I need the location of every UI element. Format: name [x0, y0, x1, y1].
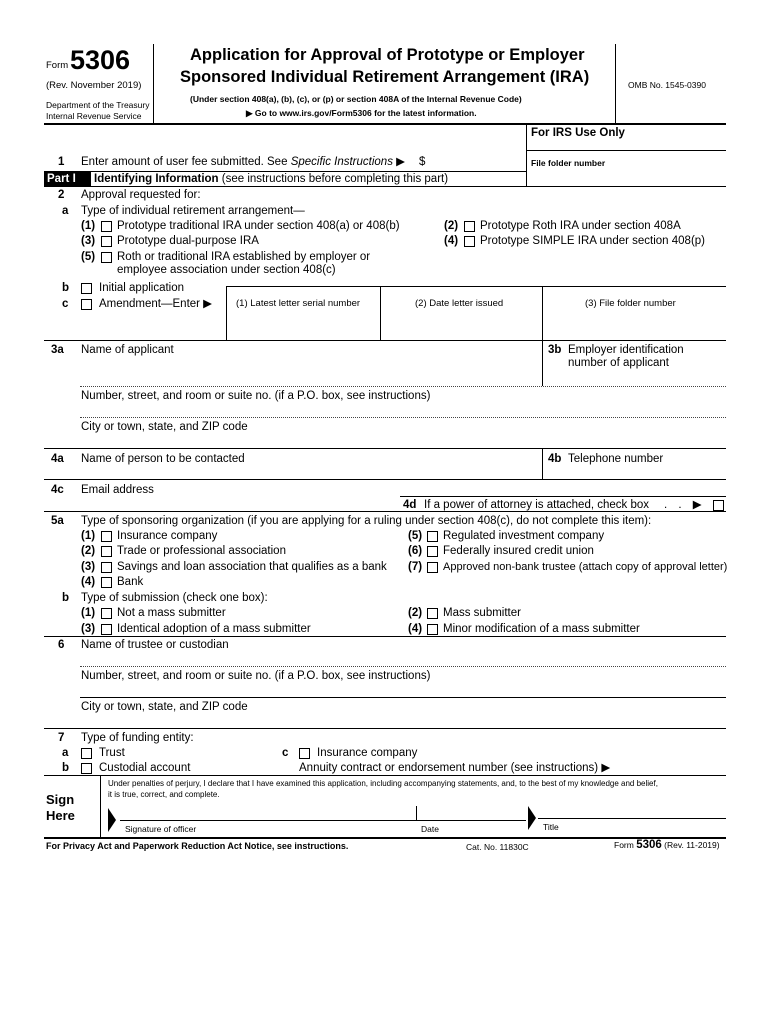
title-field[interactable]	[540, 804, 724, 818]
line-7-top-rule	[44, 728, 726, 729]
date-label: Date	[421, 824, 439, 834]
opt-2a4-num: (4)	[444, 235, 459, 247]
line-2-label: Approval requested for:	[81, 189, 201, 201]
checkbox-non-bank-trustee[interactable]	[427, 562, 438, 573]
checkbox-credit-union[interactable]	[427, 546, 438, 557]
line-1-number: 1	[58, 156, 65, 168]
opt-5a4-label: Bank	[117, 576, 144, 588]
opt-5b4-num: (4)	[408, 623, 423, 635]
here-label: Here	[46, 808, 75, 823]
opt-5b1-label: Not a mass submitter	[117, 607, 226, 619]
form-revision: (Rev. November 2019)	[46, 80, 142, 91]
opt-5a4-num: (4)	[81, 576, 96, 588]
amendment-top-rule	[226, 286, 726, 287]
amendment-col-divider-0	[226, 286, 227, 340]
opt-5a2-num: (2)	[81, 545, 96, 557]
rule-6-street-top	[80, 666, 726, 667]
checkbox-simple-ira[interactable]	[464, 236, 475, 247]
footer-top-rule	[44, 837, 726, 839]
date-rule	[416, 820, 526, 821]
checkbox-identical-adoption[interactable]	[101, 624, 112, 635]
title-label: Title	[543, 822, 559, 832]
opt-5a2-label: Trade or professional association	[117, 545, 286, 557]
checkbox-employer-ira[interactable]	[101, 252, 112, 263]
line-7b-label: Custodial account	[99, 762, 191, 774]
signature-rule	[120, 820, 416, 821]
form-word: Form	[46, 60, 69, 71]
date-divider	[416, 806, 417, 820]
header-bottom-rule	[44, 123, 726, 125]
checkbox-not-mass-submitter[interactable]	[101, 608, 112, 619]
line-3-city-label: City or town, state, and ZIP code	[81, 421, 248, 433]
line-3-top-rule	[44, 340, 726, 341]
opt-2a2-num: (2)	[444, 220, 459, 232]
line-2c-label: Amendment—Enter ▶	[99, 298, 213, 310]
checkbox-trust[interactable]	[81, 748, 92, 759]
irs-use-divider	[526, 124, 527, 186]
line-3b-number: 3b	[548, 344, 562, 356]
line-6-number: 6	[58, 639, 65, 651]
opt-5a7-label: Approved non-bank trustee (attach copy of approval letter)	[443, 561, 728, 573]
trustee-name-input[interactable]	[80, 652, 724, 666]
trustee-street-input[interactable]	[80, 684, 724, 698]
line-4-top-rule	[44, 448, 726, 449]
telephone-input[interactable]	[546, 466, 724, 480]
opt-5b3-num: (3)	[81, 623, 96, 635]
line-4c-label: Email address	[81, 484, 154, 496]
line-4c-top-rule	[44, 479, 726, 480]
line-3a-number: 3a	[51, 344, 64, 356]
applicant-city-input[interactable]	[80, 434, 724, 448]
opt-5a1-label: Insurance company	[117, 530, 218, 542]
line-3b-label-2: number of applicant	[568, 357, 670, 369]
opt-5b1-num: (1)	[81, 607, 96, 619]
title-rule	[538, 818, 726, 819]
line-6-city-label: City or town, state, and ZIP code	[81, 701, 248, 713]
line-3a-label: Name of applicant	[81, 344, 174, 356]
header-divider-right	[615, 44, 616, 124]
line-4b-number: 4b	[548, 453, 562, 465]
form-title-line1: Application for Approval of Prototype or Employer	[190, 46, 585, 64]
checkbox-initial-application[interactable]	[81, 283, 92, 294]
opt-2a5-label: Roth or traditional IRA established by employer or	[117, 251, 371, 263]
checkbox-trade-association[interactable]	[101, 546, 112, 557]
contact-name-input[interactable]	[80, 466, 540, 480]
line-2c-letter: c	[62, 298, 69, 310]
line-5b-label: Type of submission (check one box):	[81, 592, 268, 604]
opt-5a5-label: Regulated investment company	[443, 530, 605, 542]
form-subtitle: (Under section 408(a), (b), (c), or (p) or section 408A of the Internal Revenue Code)	[190, 94, 522, 104]
col-date-issued: (2) Date letter issued	[415, 298, 504, 309]
line-6-label: Name of trustee or custodian	[81, 639, 229, 651]
form-number: 5306	[70, 45, 131, 75]
line-2-number: 2	[58, 189, 65, 201]
line-6-street-label: Number, street, and room or suite no. (if a P.O. box, see instructions)	[81, 670, 431, 682]
line-4b-divider	[542, 448, 543, 480]
file-folder-input[interactable]	[544, 314, 724, 338]
opt-2a4-label: Prototype SIMPLE IRA under section 408(p)	[480, 235, 706, 247]
line-3b-label-1: Employer identification	[568, 344, 684, 356]
sign-divider	[100, 775, 101, 837]
irs-use-rule	[526, 150, 726, 151]
checkbox-custodial-account[interactable]	[81, 763, 92, 774]
line-6-top-rule	[44, 636, 726, 637]
amendment-col-divider-1	[380, 286, 381, 340]
rule-3a-street-top	[80, 386, 726, 387]
line-7-number: 7	[58, 732, 65, 744]
opt-5a3-label: Savings and loan association that qualifies as a bank	[117, 561, 387, 573]
checkbox-minor-modification[interactable]	[427, 624, 438, 635]
line-4a-label: Name of person to be contacted	[81, 453, 245, 465]
line-3-street-label: Number, street, and room or suite no. (if a P.O. box, see instructions)	[81, 390, 431, 402]
checkbox-savings-loan[interactable]	[101, 562, 112, 573]
privacy-notice: For Privacy Act and Paperwork Reduction Act Notice, see instructions.	[46, 841, 349, 851]
part1-divider	[88, 171, 89, 186]
line-7b-letter: b	[62, 762, 70, 774]
header-divider-left	[153, 44, 154, 124]
line-4d-dots: . . ▶	[664, 499, 702, 511]
user-fee-input[interactable]	[430, 154, 522, 168]
opt-2a3-num: (3)	[81, 235, 96, 247]
opt-5a7-num: (7)	[408, 561, 423, 573]
irs-use-label: For IRS Use Only	[531, 127, 625, 139]
line-7a-letter: a	[62, 747, 69, 759]
line-4c-number: 4c	[51, 484, 64, 496]
date-field[interactable]	[418, 806, 518, 820]
line-4d-label: If a power of attorney is attached, check box	[424, 499, 650, 511]
sign-label: Sign	[46, 792, 75, 807]
line-5a-number: 5a	[51, 515, 64, 527]
latest-letter-input[interactable]	[228, 314, 378, 338]
checkbox-bank[interactable]	[101, 577, 112, 588]
checkbox-power-of-attorney[interactable]	[713, 500, 724, 511]
checkbox-insurance-company[interactable]	[101, 531, 112, 542]
signature-label: Signature of officer	[125, 824, 197, 834]
employer-ein-input[interactable]	[546, 370, 724, 386]
sign-top-rule	[44, 775, 726, 776]
footer-form-id: Form 5306 (Rev. 11-2019)	[614, 839, 720, 851]
checkbox-insurance-funding[interactable]	[299, 748, 310, 759]
opt-5a5-num: (5)	[408, 530, 423, 542]
goto-website: ▶ Go to www.irs.gov/Form5306 for the latest information.	[246, 108, 477, 118]
applicant-street-input[interactable]	[80, 404, 724, 418]
opt-2a2-label: Prototype Roth IRA under section 408A	[480, 220, 681, 232]
opt-5b2-num: (2)	[408, 607, 423, 619]
amendment-col-divider-2	[542, 286, 543, 340]
col-file-folder: (3) File folder number	[585, 298, 676, 309]
checkbox-dual-purpose-ira[interactable]	[101, 236, 112, 247]
form-title-line2: Sponsored Individual Retirement Arrangement (IRA)	[180, 68, 590, 86]
dollar-sign: $	[419, 156, 426, 168]
part1-title: Identifying Information (see instructions before completing this part)	[94, 173, 449, 185]
dept-line2: Internal Revenue Service	[46, 111, 142, 121]
applicant-name-input[interactable]	[80, 358, 540, 386]
email-input[interactable]	[160, 483, 720, 497]
catalog-number: Cat. No. 11830C	[466, 842, 529, 852]
opt-2a5-num: (5)	[81, 251, 96, 263]
rule-6-city-top	[80, 697, 726, 698]
checkbox-mass-submitter[interactable]	[427, 608, 438, 619]
dept-line1: Department of the Treasury	[46, 100, 150, 110]
rule-3a-city-top	[80, 417, 726, 418]
opt-5a3-num: (3)	[81, 561, 96, 573]
part1-label: Part I	[44, 172, 91, 186]
checkbox-amendment[interactable]	[81, 299, 92, 310]
line-4a-number: 4a	[51, 453, 64, 465]
line-2a-letter: a	[62, 205, 69, 217]
checkbox-roth-ira[interactable]	[464, 221, 475, 232]
omb-number: OMB No. 1545-0390	[628, 80, 706, 90]
annuity-contract-input[interactable]	[610, 761, 724, 775]
signature-field[interactable]	[124, 802, 414, 820]
perjury-statement-2: it is true, correct, and complete.	[108, 790, 220, 799]
trustee-city-input[interactable]	[80, 714, 724, 728]
opt-5a1-num: (1)	[81, 530, 96, 542]
line-7-label: Type of funding entity:	[81, 732, 194, 744]
line-7c-letter: c	[282, 747, 289, 759]
part1-bottom-rule	[44, 186, 726, 187]
line-7c-label: Insurance company	[317, 747, 418, 759]
checkbox-traditional-ira[interactable]	[101, 221, 112, 232]
sign-arrow-icon	[108, 808, 116, 832]
opt-5b2-label: Mass submitter	[443, 607, 521, 619]
line-2b-label: Initial application	[99, 282, 185, 294]
file-folder-label: File folder number	[531, 158, 606, 168]
opt-5b3-label: Identical adoption of a mass submitter	[117, 623, 311, 635]
line-4d-number: 4d	[403, 499, 417, 511]
line-4d-top-rule	[400, 496, 726, 497]
opt-5a6-label: Federally insured credit union	[443, 545, 594, 557]
opt-2a5-label-cont: employee association under section 408(c)	[117, 264, 336, 276]
line-2a-label: Type of individual retirement arrangement—	[81, 205, 305, 217]
col-latest-letter: (1) Latest letter serial number	[236, 298, 361, 309]
perjury-statement-1: Under penalties of perjury, I declare that I have examined this application, including accompanying statements, and, to the best of my knowledge and belief,	[108, 779, 658, 788]
line-7a-label: Trust	[99, 747, 125, 759]
opt-2a1-label: Prototype traditional IRA under section 408(a) or 408(b)	[117, 220, 400, 232]
line-7c-annuity-label: Annuity contract or endorsement number (see instructions) ▶	[299, 762, 611, 774]
opt-5b4-label: Minor modification of a mass submitter	[443, 623, 640, 635]
line-2b-letter: b	[62, 282, 70, 294]
line-3b-divider	[542, 340, 543, 386]
opt-2a1-num: (1)	[81, 220, 96, 232]
line-5b-letter: b	[62, 592, 70, 604]
line-5-top-rule	[44, 511, 726, 512]
date-issued-input[interactable]	[382, 314, 540, 338]
title-arrow-icon	[528, 806, 536, 830]
checkbox-regulated-investment[interactable]	[427, 531, 438, 542]
opt-5a6-num: (6)	[408, 545, 423, 557]
line-5a-label: Type of sponsoring organization (if you are applying for a ruling under section 408(c), do not complete this item):	[81, 515, 652, 527]
line-4b-label: Telephone number	[568, 453, 664, 465]
line-1-label: Enter amount of user fee submitted. See Specific Instructions ▶	[81, 156, 406, 168]
opt-2a3-label: Prototype dual-purpose IRA	[117, 235, 259, 247]
